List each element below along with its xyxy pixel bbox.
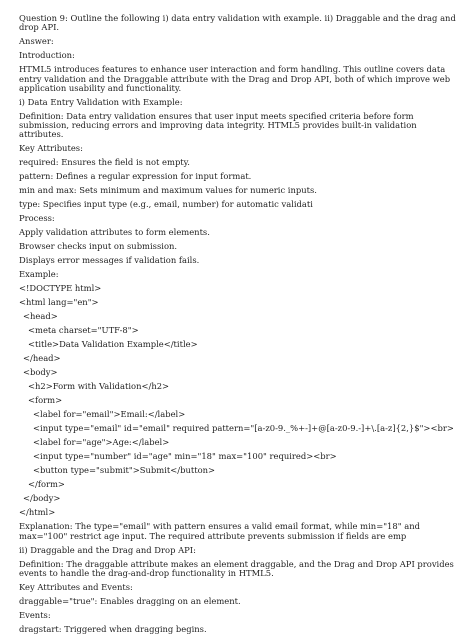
attr-pattern: pattern: Defines a regular expression for input format. (19, 171, 252, 182)
code-line: <input type="email" id="email" required pattern="[a-z0-9._%+-]+@[a-z0-9.-]+\.[a-z]{2,}$"><br> (33, 423, 454, 434)
code-line: <h2>Form with Validation</h2> (28, 381, 170, 392)
code-line: </body> (23, 493, 61, 504)
dragstart-item: dragstart: Triggered when dragging begins. (19, 623, 207, 634)
process-step-3: Displays error messages if validation fails. (19, 255, 200, 266)
code-line: <body> (23, 367, 58, 378)
question-heading: Question 9: Outline the following i) data entry validation with example. ii) Draggable and the drag and drop API. (19, 13, 459, 33)
events-label: Events: (19, 609, 51, 620)
code-line: <form> (28, 395, 63, 406)
code-line: <meta charset="UTF-8"> (28, 325, 139, 336)
attr-min-max: min and max: Sets minimum and maximum values for numeric inputs. (19, 185, 317, 196)
code-line: <label for="email">Email:</label> (33, 409, 186, 420)
code-line: </head> (23, 353, 61, 364)
intro-label: Introduction: (19, 50, 75, 61)
section-1-definition: Definition: Data entry validation ensures that user input meets specified criteria before form submission, reducing errors and improving data integrity. HTML5 provides built-in validation attributes. (19, 110, 420, 140)
code-line: <head> (23, 311, 58, 322)
code-line: <title>Data Validation Example</title> (28, 339, 198, 350)
code-line: <button type="submit">Submit</button> (33, 465, 216, 476)
process-step-2: Browser checks input on submission. (19, 241, 178, 252)
section-2-title: ii) Draggable and the Drag and Drop API: (19, 544, 196, 555)
key-attributes-events-label: Key Attributes and Events: (19, 581, 133, 592)
intro-text: HTML5 introduces features to enhance user interaction and form handling. This outline covers data entry validation and the Draggable attribute with the Drag and Drop API, both of which improve web application usability and functionality. (19, 64, 453, 93)
code-line: <input type="number" id="age" min="18" max="100" required><br> (33, 451, 337, 462)
draggable-true-item: draggable="true": Enables dragging on an element. (19, 595, 241, 606)
process-step-1: Apply validation attributes to form elements. (19, 227, 210, 238)
section-1-title: i) Data Entry Validation with Example: (19, 96, 183, 107)
attr-required: required: Ensures the field is not empty. (19, 157, 190, 168)
code-line: <label for="age">Age:</label> (33, 437, 170, 448)
attr-type: type: Specifies input type (e.g., email, number) for automatic validati (19, 199, 313, 210)
code-line: <html lang="en"> (19, 297, 99, 308)
key-attributes-label: Key Attributes: (19, 143, 83, 154)
code-line: </form> (28, 479, 65, 490)
code-line: </html> (19, 507, 56, 518)
example-label: Example: (19, 269, 59, 280)
answer-label: Answer: (19, 36, 54, 47)
explanation-text: Explanation: The type="email" with pattern ensures a valid email format, while min="18" and max="100" restrict age input. The required attribute prevents submission if fields are emp (19, 521, 423, 541)
code-line: <!DOCTYPE html> (19, 283, 102, 294)
section-2-definition: Definition: The draggable attribute makes an element draggable, and the Drag and Drop API provides events to handle the drag-and-drop functionality in HTML5. (19, 558, 457, 578)
process-label: Process: (19, 213, 55, 224)
